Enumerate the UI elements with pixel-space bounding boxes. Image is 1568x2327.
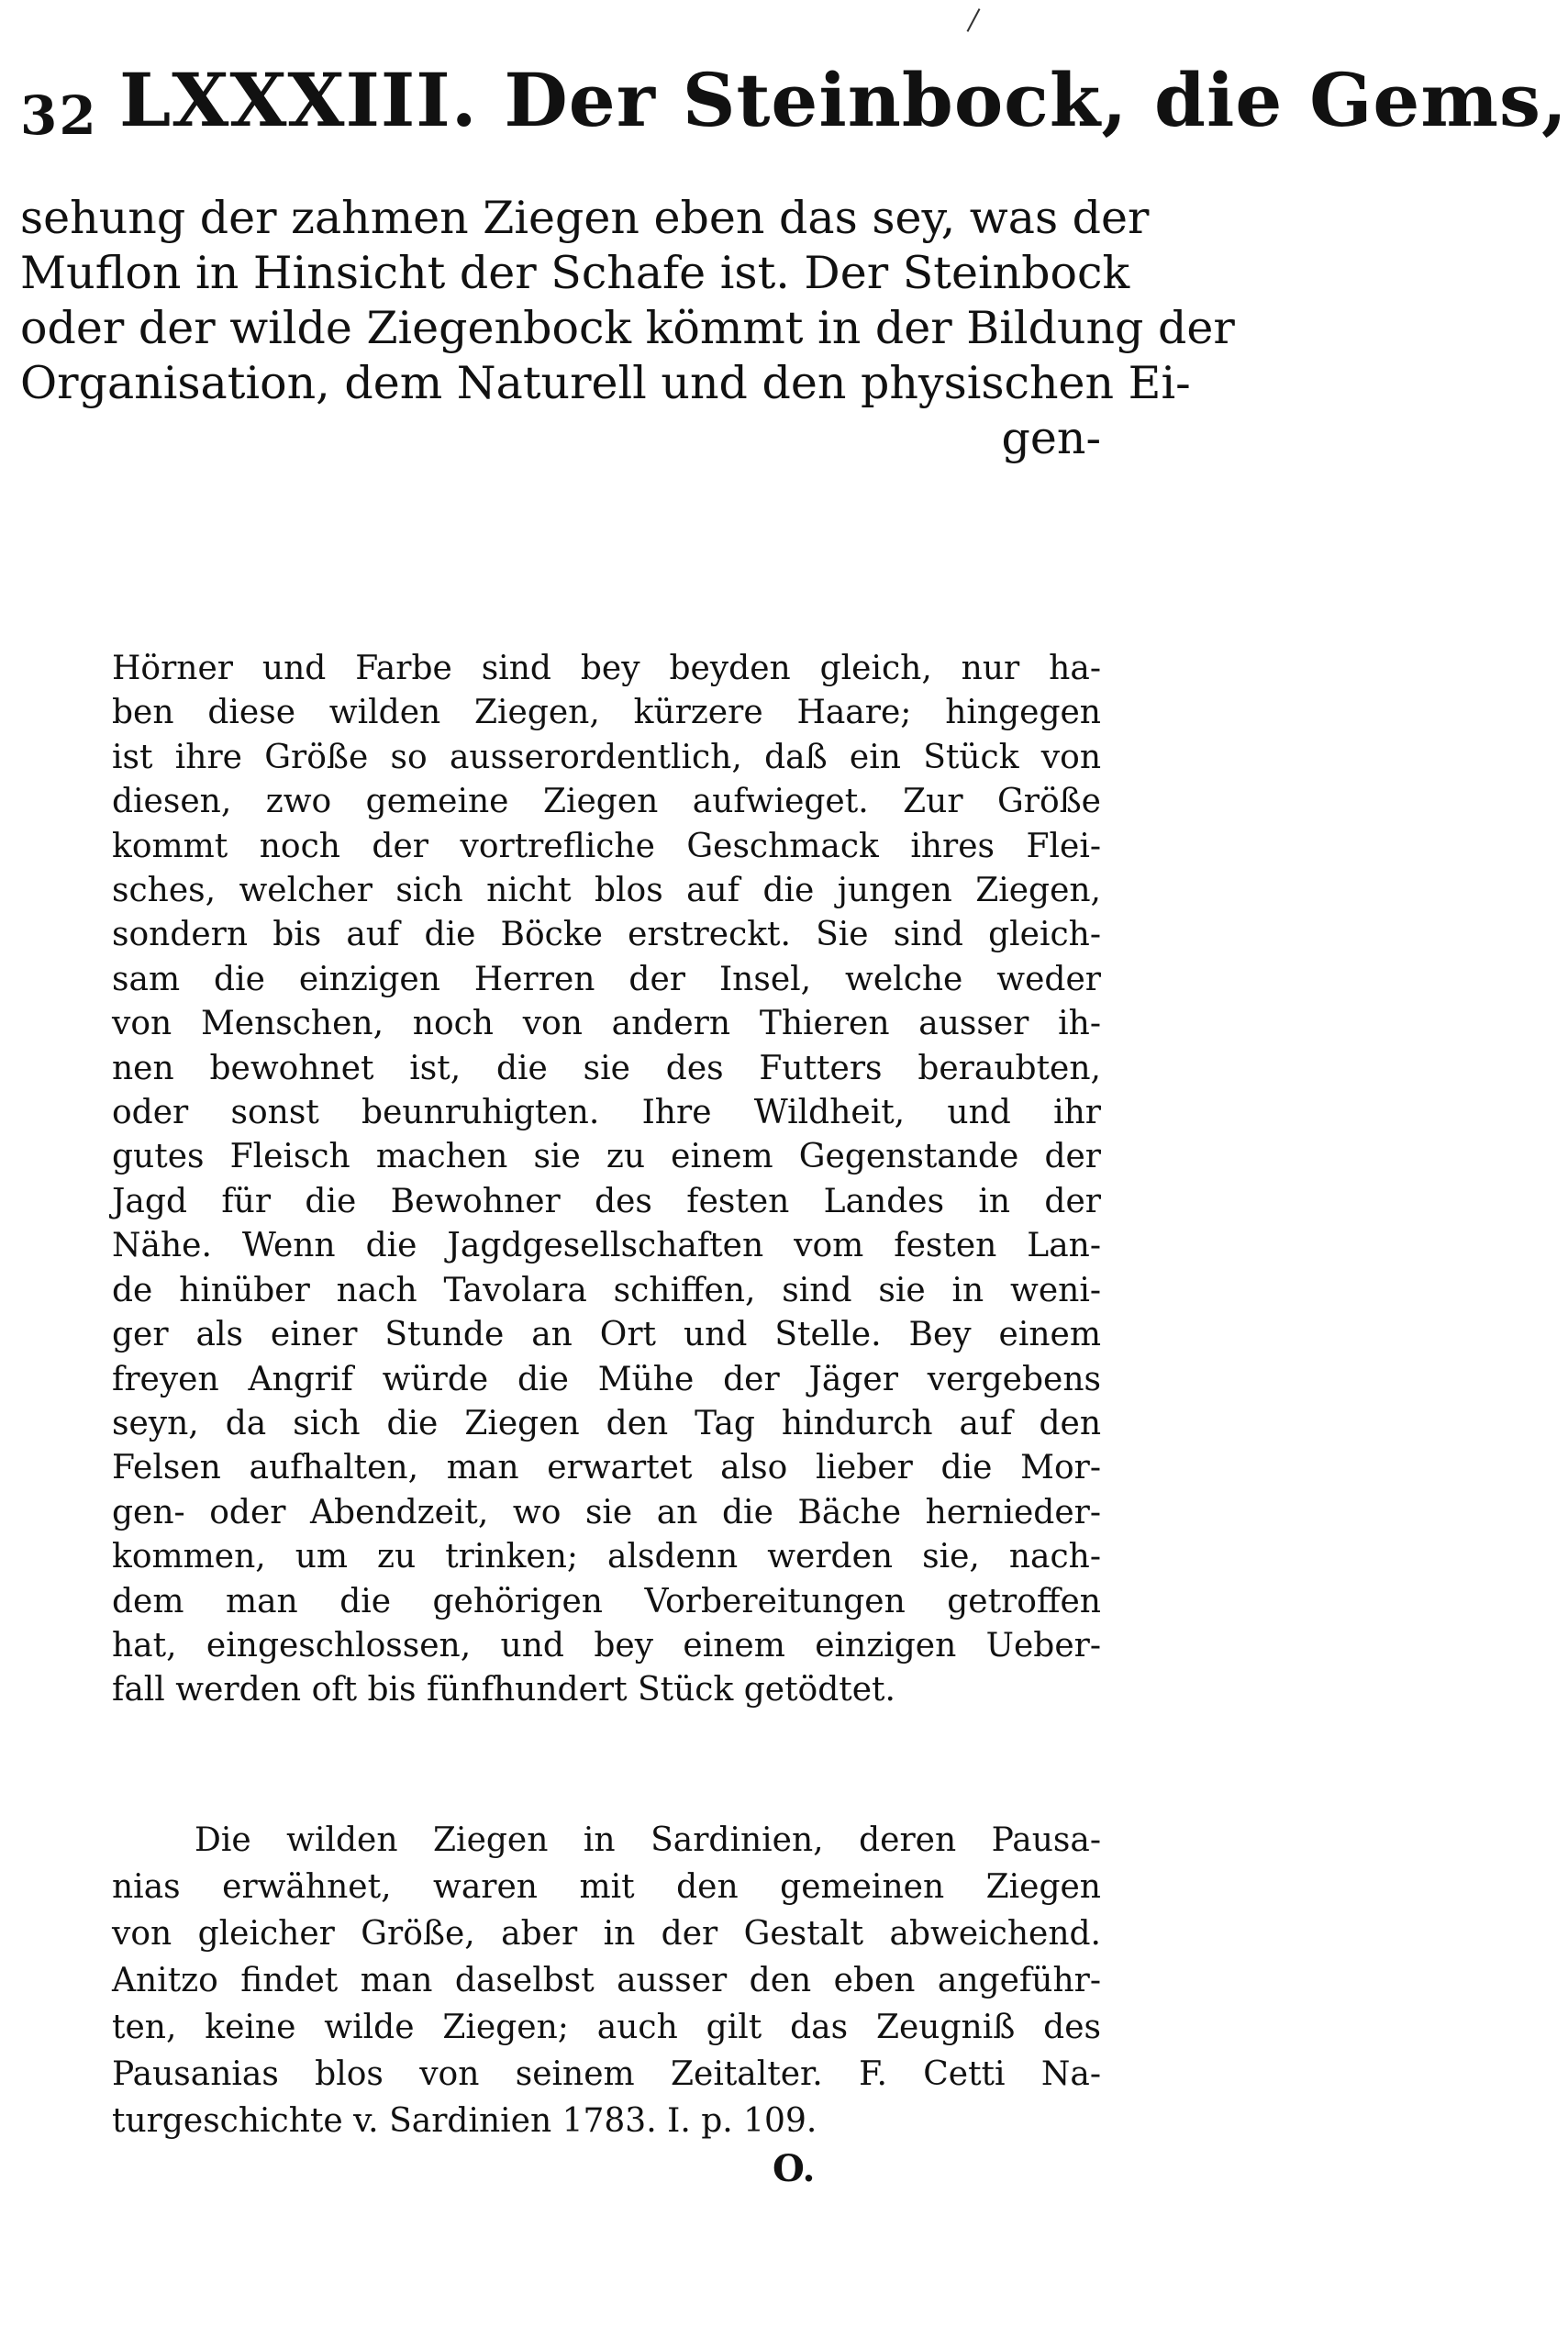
footnote-line: Jagd für die Bewohner des festen Landes in der xyxy=(112,1182,1101,1220)
footnote-line: gen- oder Abendzeit, wo sie an die Bäche hernieder- xyxy=(112,1493,1101,1531)
main-text-line: Muflon in Hinsicht der Schafe ist. Der Steinbock xyxy=(20,247,1130,299)
footnote-line: de hinüber nach Tavolara schiffen, sind sie in weni- xyxy=(112,1271,1101,1309)
main-text-line: oder der wilde Ziegenbock kömmt in der Bildung der xyxy=(20,302,1235,354)
footnote-line: dem man die gehörigen Vorbereitungen getroffen xyxy=(112,1582,1101,1620)
footnote-line: seyn, da sich die Ziegen den Tag hindurch auf den xyxy=(112,1404,1101,1442)
footnote-line: nen bewohnet ist, die sie des Futters beraubten, xyxy=(112,1049,1101,1087)
catchword: O. xyxy=(773,2147,816,2190)
footnote-line: hat, eingeschlossen, und bey einem einzigen Ueber- xyxy=(112,1626,1101,1665)
footnote-line: kommt noch der vortrefliche Geschmack ihres Flei- xyxy=(112,827,1101,865)
note-line: Die wilden Ziegen in Sardinien, deren Pausa- xyxy=(195,1821,1101,1859)
main-text xyxy=(20,191,1235,466)
main-text-line: sehung der zahmen Ziegen eben das sey, was der xyxy=(20,192,1150,244)
footnote-line: ger als einer Stunde an Ort und Stelle. Bey einem xyxy=(112,1316,1101,1354)
source-note xyxy=(112,1817,1101,2144)
footnote-line: sondern bis auf die Böcke erstreckt. Sie sind gleich- xyxy=(112,916,1101,954)
footnote-line: kommen, um zu trinken; alsdenn werden sie, nach- xyxy=(112,1538,1101,1576)
main-text-line: gen- xyxy=(1001,412,1101,464)
note-line: von gleicher Größe, aber in der Gestalt abweichend. xyxy=(112,1915,1101,1953)
page-header xyxy=(20,57,1568,158)
note-line: Pausanias blos von seinem Zeitalter. F. Cetti Na- xyxy=(112,2055,1101,2093)
main-text-line: Organisation, dem Naturell und den physischen Ei- xyxy=(20,357,1191,409)
footnote-text xyxy=(112,647,1101,1713)
footnote-line: von Menschen, noch von andern Thieren ausser ih- xyxy=(112,1005,1101,1043)
footnote-line: Hörner und Farbe sind bey beyden gleich, nur ha- xyxy=(112,650,1101,687)
note-line: turgeschichte v. Sardinien 1783. I. p. 109. xyxy=(112,2102,817,2140)
footnote-line: ben diese wilden Ziegen, kürzere Haare; hingegen xyxy=(112,694,1101,732)
page-number: 32 xyxy=(20,84,98,147)
footnote-line: Felsen aufhalten, man erwartet also lieber die Mor- xyxy=(112,1449,1101,1487)
footnote-line: sam die einzigen Herren der Insel, welche weder xyxy=(112,960,1101,998)
footnote-line: Nähe. Wenn die Jagdgesellschaften vom festen Lan- xyxy=(112,1227,1101,1265)
note-line: ten, keine wilde Ziegen; auch gilt das Zeugniß des xyxy=(112,2009,1101,2046)
page-corner-mark xyxy=(967,8,981,32)
footnote-line: gutes Fleisch machen sie zu einem Gegenstande der xyxy=(112,1138,1101,1176)
footnote-line: freyen Angrif würde die Mühe der Jäger vergebens xyxy=(112,1360,1101,1398)
footnote-line: ist ihre Größe so ausserordentlich, daß ein Stück von xyxy=(112,738,1101,776)
running-title: LXXXIII. Der Steinbock, die Gems, xyxy=(119,57,1568,143)
footnote-line: diesen, zwo gemeine Ziegen aufwieget. Zur Größe xyxy=(112,783,1101,821)
footnote-line: sches, welcher sich nicht blos auf die jungen Ziegen, xyxy=(112,872,1101,910)
footnote-line: fall werden oft bis fünfhundert Stück getödtet. xyxy=(112,1671,895,1709)
note-line: Anitzo findet man daselbst ausser den eben angeführ- xyxy=(112,1962,1101,1999)
note-line: nias erwähnet, waren mit den gemeinen Ziegen xyxy=(112,1868,1101,1906)
footnote-line: oder sonst beunruhigten. Ihre Wildheit, und ihr xyxy=(112,1094,1101,1132)
